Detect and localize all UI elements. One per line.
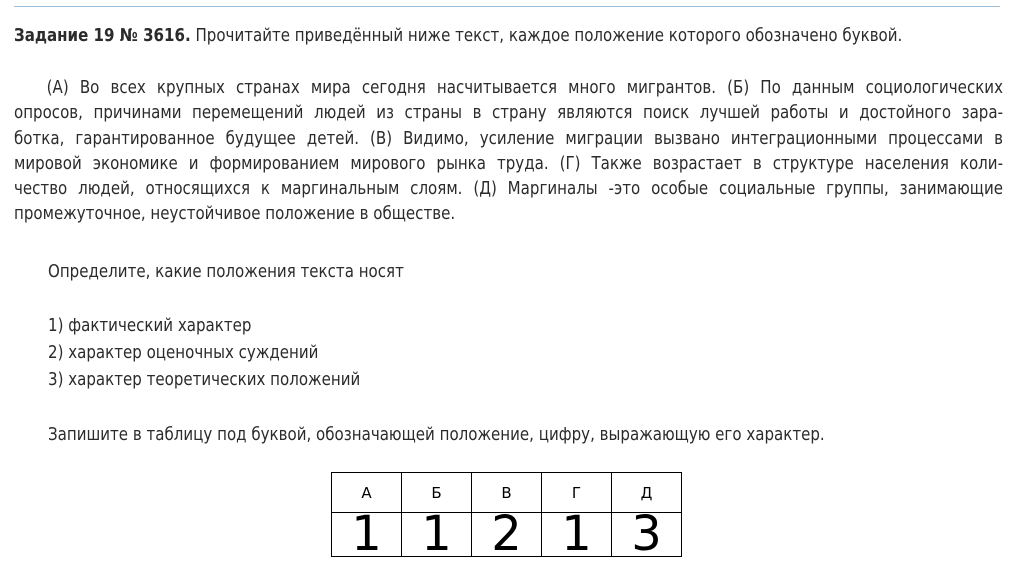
- top-divider: [14, 6, 1000, 7]
- answer-table-header-cell: Д: [612, 473, 682, 513]
- answer-cell[interactable]: 3: [612, 513, 682, 557]
- passage-line: промежуточное, неустойчивое положение в обществе.: [14, 204, 456, 225]
- passage-line: мировой экономике и формированием мирового рынка труда. (Г) Также возрастает в структуре населения коли-: [14, 153, 1003, 174]
- answer-cell[interactable]: 1: [402, 513, 472, 557]
- option-1: 1) фактический характер: [48, 316, 252, 336]
- answer-table-header-cell: Г: [542, 473, 612, 513]
- question-text: Определите, какие положения текста носят: [48, 262, 404, 282]
- answer-cell[interactable]: 1: [542, 513, 612, 557]
- task-title: Задание 19 № 3616.: [14, 26, 191, 46]
- passage-text: [14, 76, 1003, 228]
- passage-line: (А) Во всех крупных странах мира сегодня насчитывается много мигрантов. (Б) По данным социологических: [46, 78, 1004, 98]
- passage-line: ботка, гарантированное будущее детей. (В) Видимо, усиление миграции вызвано интеграционными процессами в: [14, 128, 1003, 149]
- passage-line: чество людей, относящихся к маргинальным слоям. (Д) Маргиналы -это особые социальные группы, занимающие: [14, 179, 1003, 200]
- option-2: 2) характер оценочных суждений: [48, 343, 319, 363]
- passage-line: опросов, причинами перемещений людей из страны в страну являются поиск лучшей работы и достойного зара-: [14, 103, 1003, 124]
- task-header: [14, 24, 903, 48]
- answer-table-header-cell: В: [472, 473, 542, 513]
- answer-table-header-cell: Б: [402, 473, 472, 513]
- table-instruction: Запишите в таблицу под буквой, обозначающей положение, цифру, выражающую его характер.: [48, 425, 825, 445]
- task-instruction: Прочитайте приведённый ниже текст, каждое положение которого обозначено буквой.: [190, 26, 903, 46]
- answer-table-answer-row: [332, 513, 682, 557]
- answer-table-header-cell: А: [332, 473, 402, 513]
- answer-cell[interactable]: 2: [472, 513, 542, 557]
- answer-cell[interactable]: 1: [332, 513, 402, 557]
- answer-table: [331, 472, 682, 562]
- option-3: 3) характер теоретических положений: [48, 370, 361, 390]
